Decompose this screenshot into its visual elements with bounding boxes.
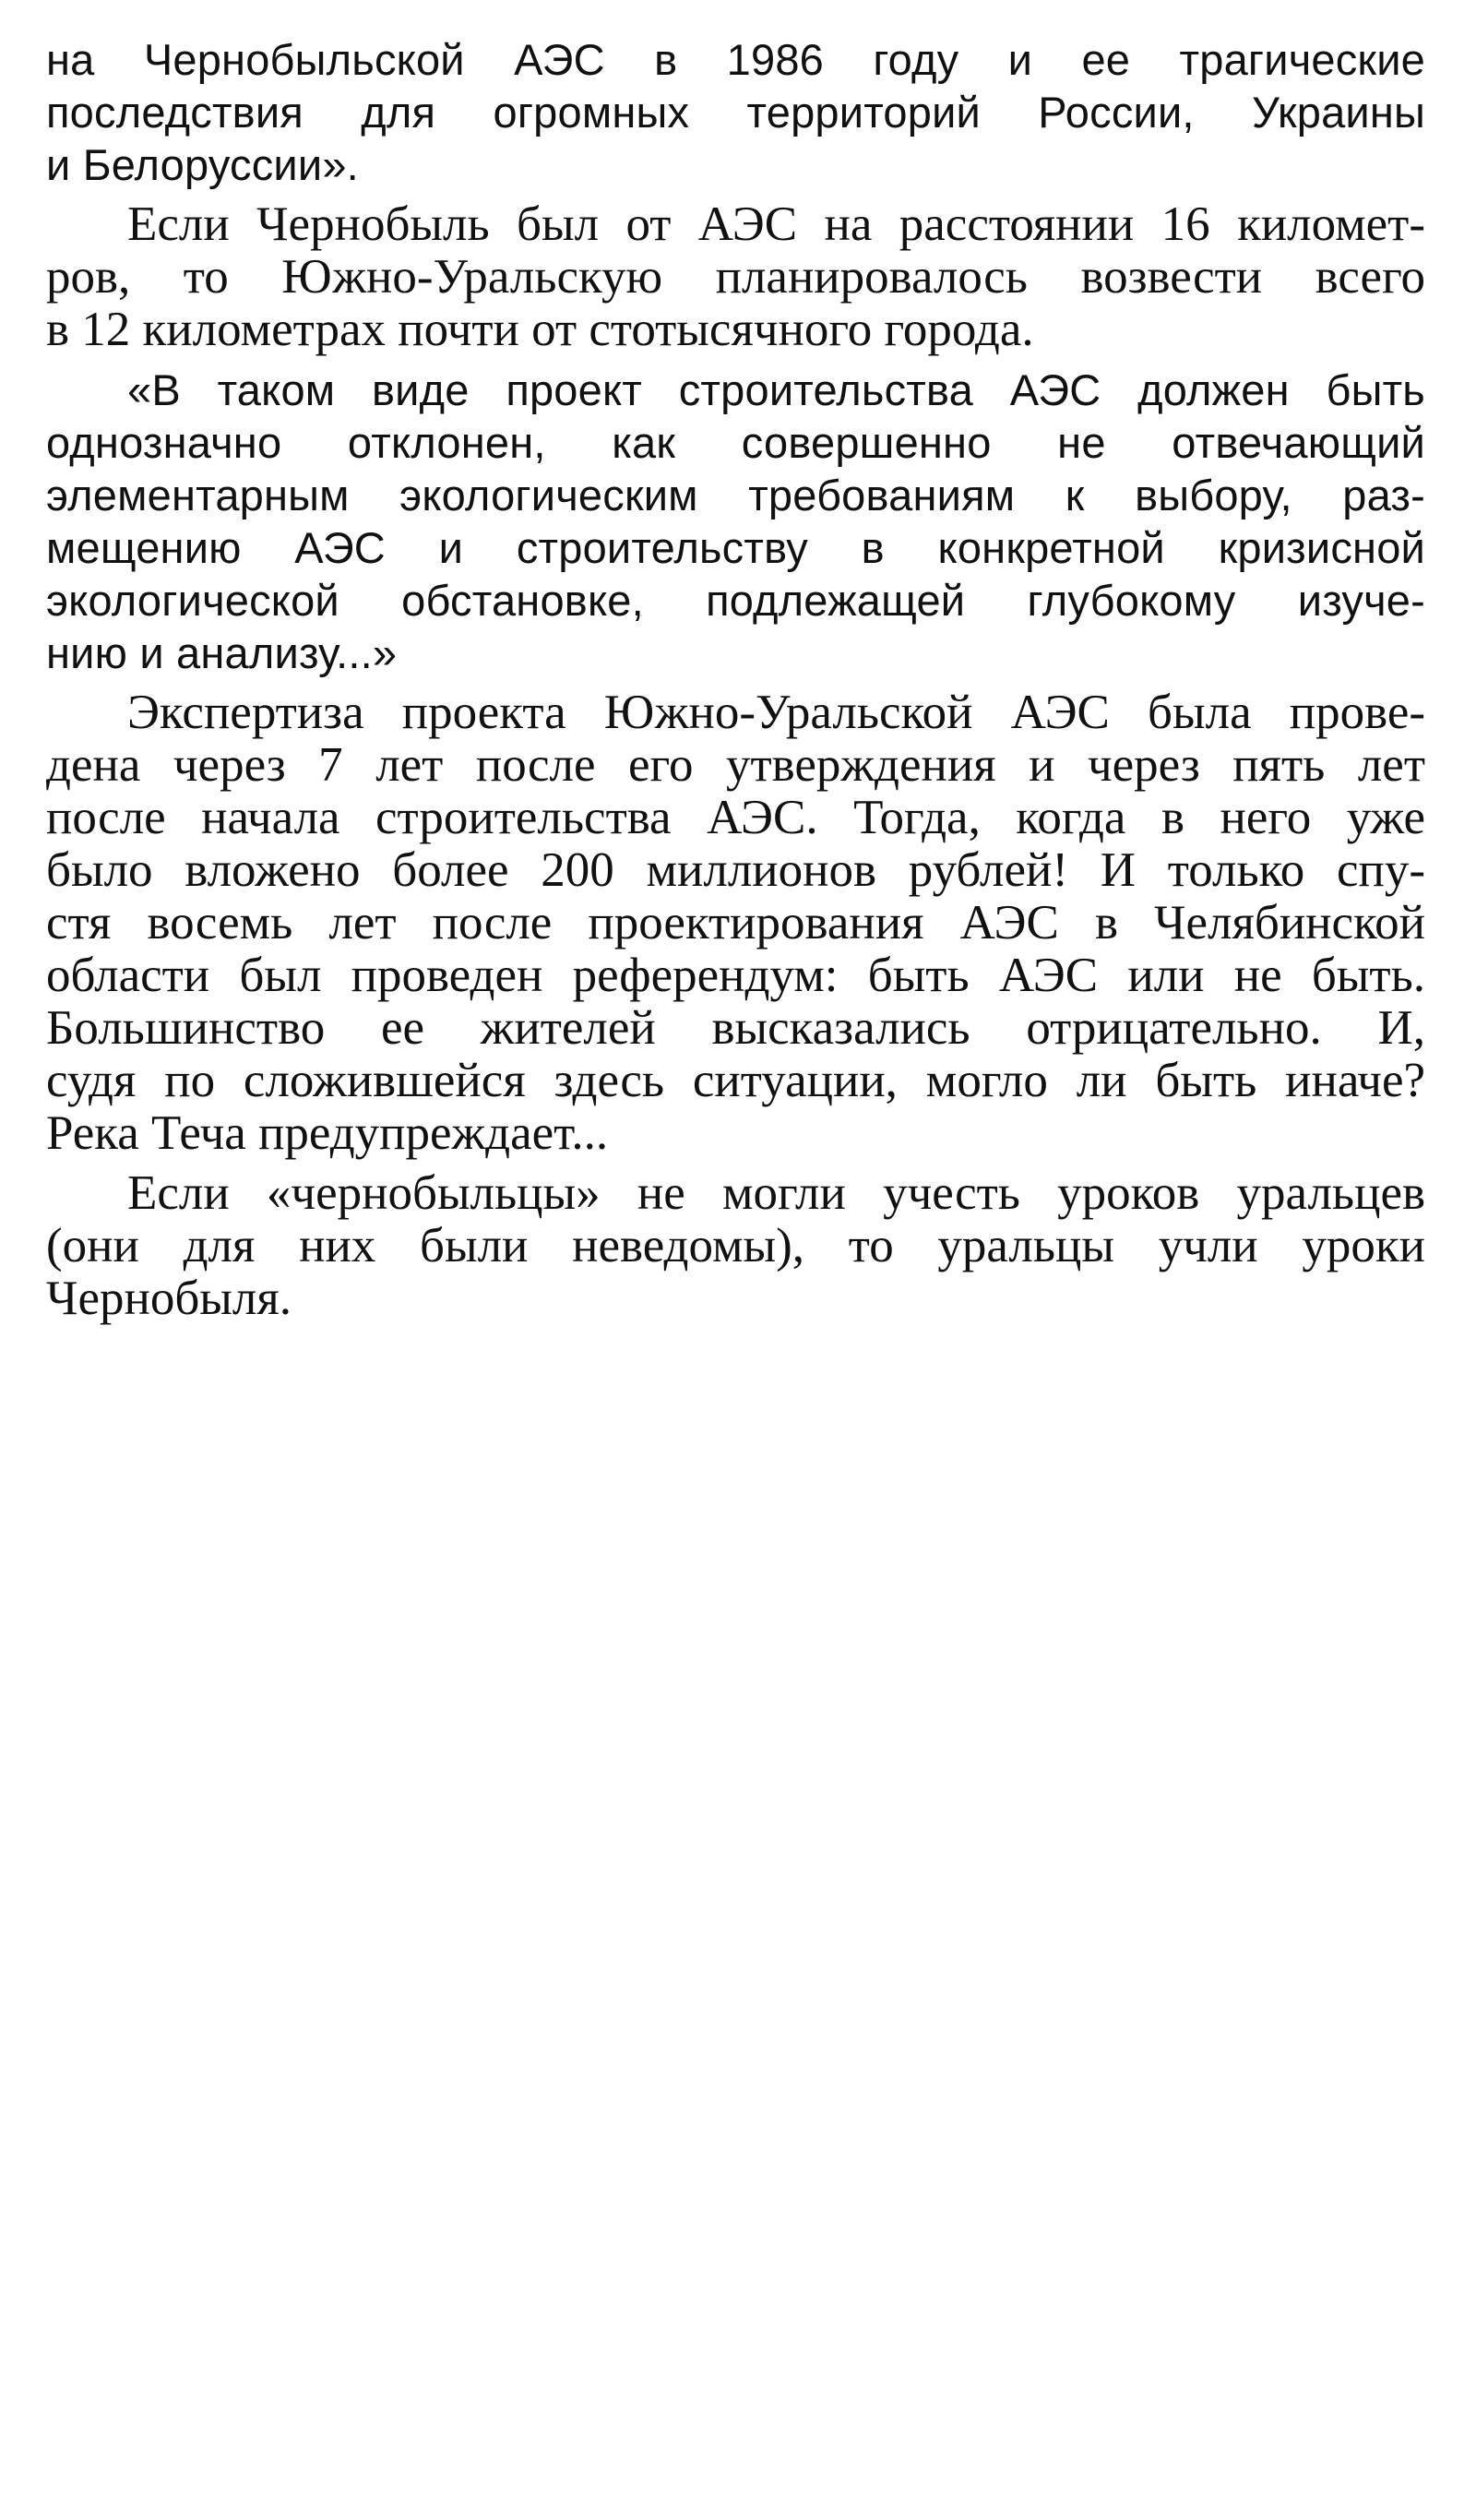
text-line: и Белоруссии». (46, 140, 359, 189)
text-line: в 12 километрах почти от стотысячного города. (46, 303, 1034, 356)
text-line: было вложено более 200 миллионов рублей! И только спу- (46, 843, 1425, 897)
text-line: однозначно отклонен, как совершенно не отвечающий (46, 418, 1425, 467)
text-line: «В таком виде проект строительства АЭС должен быть (127, 365, 1425, 414)
paragraph-2 (46, 198, 1425, 356)
text-line: последствия для огромных территорий России, Украины (46, 88, 1425, 137)
text-line: (они для них были неведомы), то уральцы учли уроки (46, 1219, 1425, 1272)
text-line: стя восемь лет после проектирования АЭС в Челябинской (46, 896, 1425, 949)
text-line: Экспертиза проекта Южно-Уральской АЭС была прове- (127, 686, 1425, 739)
text-line: мещению АЭС и строительству в конкретной кризисной (46, 523, 1425, 572)
text-line: на Чернобыльской АЭС в 1986 году и ее трагические (46, 35, 1425, 84)
paragraph-5 (46, 1167, 1425, 1325)
text-line: ров, то Южно-Уральскую планировалось возвести всего (46, 250, 1425, 304)
text-line: нию и анализу...» (46, 628, 398, 677)
text-line: после начала строительства АЭС. Тогда, когда в него уже (46, 791, 1425, 844)
paragraph-4 (46, 687, 1425, 1160)
text-line: элементарным экологическим требованиям к выбору, раз- (46, 471, 1425, 520)
text-line: Если «чернобыльцы» не могли учесть уроков уральцев (127, 1166, 1425, 1220)
text-line: судя по сложившейся здесь ситуации, могло ли быть иначе? (46, 1054, 1425, 1107)
text-line: дена через 7 лет после его утверждения и через пять лет (46, 738, 1425, 792)
paragraph-3-quote (46, 364, 1425, 679)
text-line: Большинство ее жителей высказались отрицательно. И, (46, 1001, 1425, 1055)
text-line: Река Теча предупреждает... (46, 1106, 609, 1160)
text-line: области был проведен референдум: быть АЭС или не быть. (46, 949, 1425, 1002)
text-line: Чернобыля. (46, 1272, 292, 1325)
text-line: экологической обстановке, подлежащей глубокому изуче- (46, 576, 1425, 625)
text-line: Если Чернобыль был от АЭС на расстоянии 16 километ- (127, 197, 1425, 251)
document-page (46, 33, 1425, 1325)
paragraph-1-quote-continuation (46, 33, 1425, 191)
